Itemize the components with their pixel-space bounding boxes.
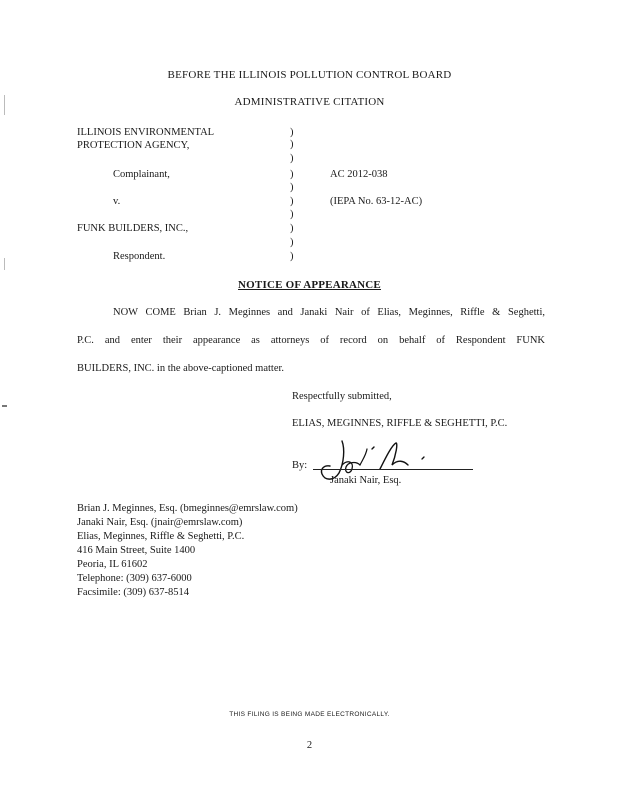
versus: v. [113,196,121,207]
caption-paren: ) [290,127,294,138]
signer-name: Janaki Nair, Esq. [330,475,402,486]
contact-line: Facsimile: (309) 637-8514 [77,587,189,598]
electronic-filing-notice: THIS FILING IS BEING MADE ELECTRONICALLY. [229,711,390,718]
scan-mark [2,405,7,407]
respondent-role: Respondent. [113,251,166,262]
law-firm-name: ELIAS, MEGINNES, RIFFLE & SEGHETTI, P.C. [292,418,508,429]
complainant-role: Complainant, [113,169,170,180]
contact-line: Telephone: (309) 637-6000 [77,573,192,584]
closing: Respectfully submitted, [292,391,392,402]
caption-paren: ) [290,209,294,220]
iepa-number: (IEPA No. 63-12-AC) [330,196,423,207]
respondent-name: FUNK BUILDERS, INC., [77,223,189,234]
notice-body-line: NOW COME Brian J. Meginnes and Janaki Nair of Elias, Meginnes, Riffle & Seghetti, [113,307,545,318]
caption-paren: ) [290,237,294,248]
caption-paren: ) [290,223,294,234]
case-number: AC 2012-038 [330,169,388,180]
notice-body-line: BUILDERS, INC. in the above-captioned matter. [77,363,285,374]
by-label: By: [292,460,308,471]
caption-paren: ) [290,139,294,150]
signature-line [313,469,473,470]
contact-line: Peoria, IL 61602 [77,559,148,570]
court-heading: BEFORE THE ILLINOIS POLLUTION CONTROL BOARD [167,69,452,81]
notice-body-line: P.C. and enter their appearance as attorneys of record on behalf of Respondent FUNK [77,335,545,346]
complainant-name-line1: ILLINOIS ENVIRONMENTAL [77,127,215,138]
citation-heading: ADMINISTRATIVE CITATION [234,96,385,108]
notice-title: NOTICE OF APPEARANCE [238,279,381,291]
contact-line: Brian J. Meginnes, Esq. (bmeginnes@emrslaw.com) [77,503,298,514]
contact-line: 416 Main Street, Suite 1400 [77,545,196,556]
caption-paren: ) [290,153,294,164]
caption-paren: ) [290,169,294,180]
contact-line: Janaki Nair, Esq. (jnair@emrslaw.com) [77,517,243,528]
caption-paren: ) [290,196,294,207]
caption-paren: ) [290,182,294,193]
scan-mark [4,258,5,270]
caption-paren: ) [290,251,294,262]
page-number: 2 [306,740,313,751]
contact-line: Elias, Meginnes, Riffle & Seghetti, P.C. [77,531,245,542]
complainant-name-line2: PROTECTION AGENCY, [77,140,190,151]
